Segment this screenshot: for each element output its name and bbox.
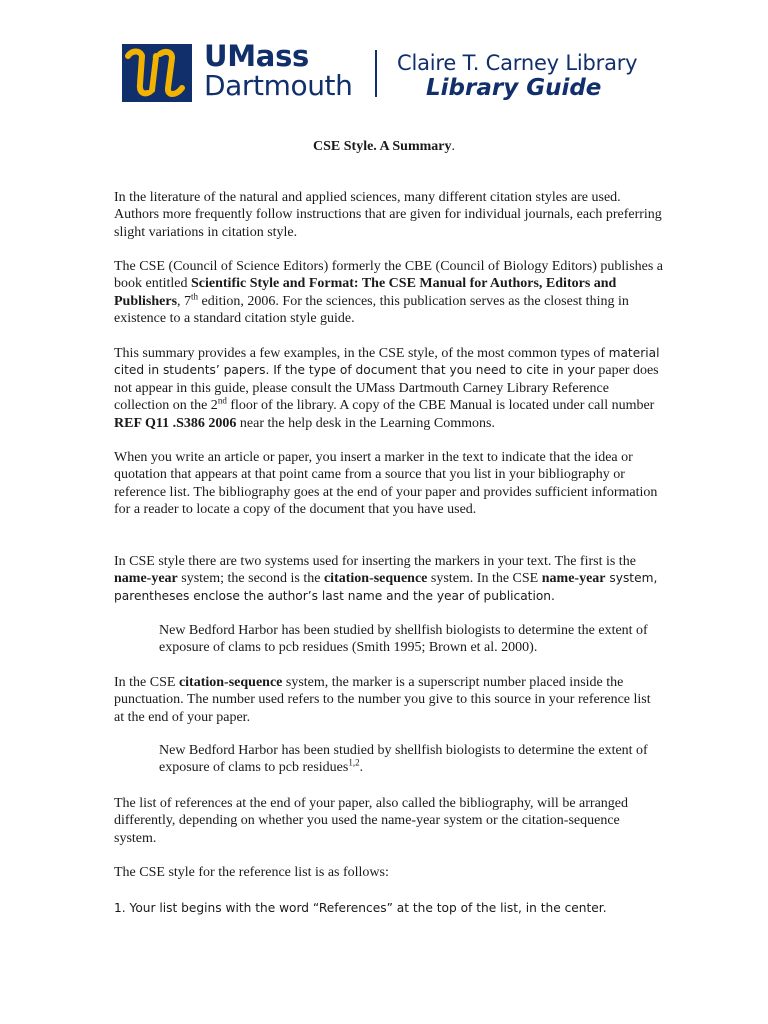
list-item-1: 1. Your list begins with the word “References” at the top of the list, in the center. <box>114 901 607 915</box>
term-citation-sequence: citation-sequence <box>178 675 283 690</box>
text-span: , 7 <box>177 293 192 309</box>
document-title <box>0 138 768 155</box>
text-span: system, the marker is a superscript number placed inside the punctuation. The number used refers to the number you give to this source in your reference list at the end of your paper. <box>114 675 651 725</box>
library-guide-title: Library Guide <box>426 75 602 101</box>
text-span: In CSE style there are two systems used for inserting the markers in your text. The first is the <box>114 554 636 569</box>
text-span: floor of the library. A copy of the CBE Manual is located under call number <box>226 398 655 414</box>
example-citation-sequence <box>159 742 659 777</box>
term-citation-sequence: citation-sequence <box>323 571 428 587</box>
text-span: New Bedford Harbor has been studied by shellfish biologists to determine the extent of exposure of clams to pcb residues <box>159 743 648 776</box>
text-span: system, parentheses enclose the author’s last name and the year of publication. <box>114 571 658 603</box>
example-name-year: New Bedford Harbor has been studied by shellfish biologists to determine the extent of exposure of clams to pcb residues (Smith 1995; Brown et al. 2000). <box>159 623 648 656</box>
paragraph-intro: In the literature of the natural and applied sciences, many different citation styles are used. Authors more frequently follow instructions that are given for individual journals, each preferring slight variations in citation style. <box>114 190 662 240</box>
header-divider <box>375 50 377 97</box>
logo-dartmouth-text: Dartmouth <box>204 69 353 102</box>
text-span: edition, 2006. For the sciences, this publication serves as the closest thing in existence to a standard citation style guide. <box>114 293 629 327</box>
text-span: system; the second is the <box>177 571 324 587</box>
paragraph-systems <box>114 553 664 605</box>
paragraph-reference-list: The list of references at the end of your paper, also called the bibliography, will be arranged differently, depending on whether you used the name-year system or the citation-sequence system. <box>114 796 628 846</box>
superscript: th <box>191 291 199 302</box>
text-span: . <box>359 760 364 776</box>
paragraph-summary <box>114 345 664 432</box>
term-name-year: name-year <box>114 571 178 587</box>
text-span: In the CSE <box>114 675 179 690</box>
logo-umass-text: UMass <box>204 39 309 73</box>
title-text: CSE Style. A Summary <box>313 139 452 154</box>
text-span: paper does not appear in this guide, please consult the UMass Dartmouth Carney Library Reference collection on the 2 <box>114 363 659 414</box>
paragraph-citation-sequence <box>114 674 664 726</box>
paragraph-reference-style: The CSE style for the reference list is as follows: <box>114 865 389 880</box>
umass-logo-icon <box>122 44 192 102</box>
text-span: system. In the CSE <box>427 571 542 587</box>
term-name-year: name-year <box>541 571 606 587</box>
text-span: This summary provides a few examples, in the CSE style, of the most common types of <box>114 346 609 361</box>
superscript: nd <box>217 395 227 406</box>
book-title: Scientific Style and Format: The CSE Manual for Authors, Editors and Publishers <box>114 276 617 309</box>
call-number: REF Q11 .S386 2006 <box>114 415 237 431</box>
library-name: Claire T. Carney Library <box>397 51 638 75</box>
paragraph-markers: When you write an article or paper, you insert a marker in the text to indicate that the idea or quotation that appears at that point came from a source that you list in your bibliography or reference list. The bibliography goes at the end of your paper and provides sufficient information for a reader to locate a copy of the document that you have used. <box>114 450 658 518</box>
text-span: The CSE (Council of Science Editors) formerly the CBE (Council of Biology Editors) publishes a book entitled <box>114 259 664 292</box>
paragraph-cse-manual <box>114 258 664 328</box>
title-period: . <box>451 139 455 154</box>
text-span: near the help desk in the Learning Commons. <box>236 415 495 431</box>
text-span: material cited in students’ papers. If the type of document that you need to cite in your <box>114 346 660 378</box>
superscript: 1,2 <box>348 757 360 768</box>
